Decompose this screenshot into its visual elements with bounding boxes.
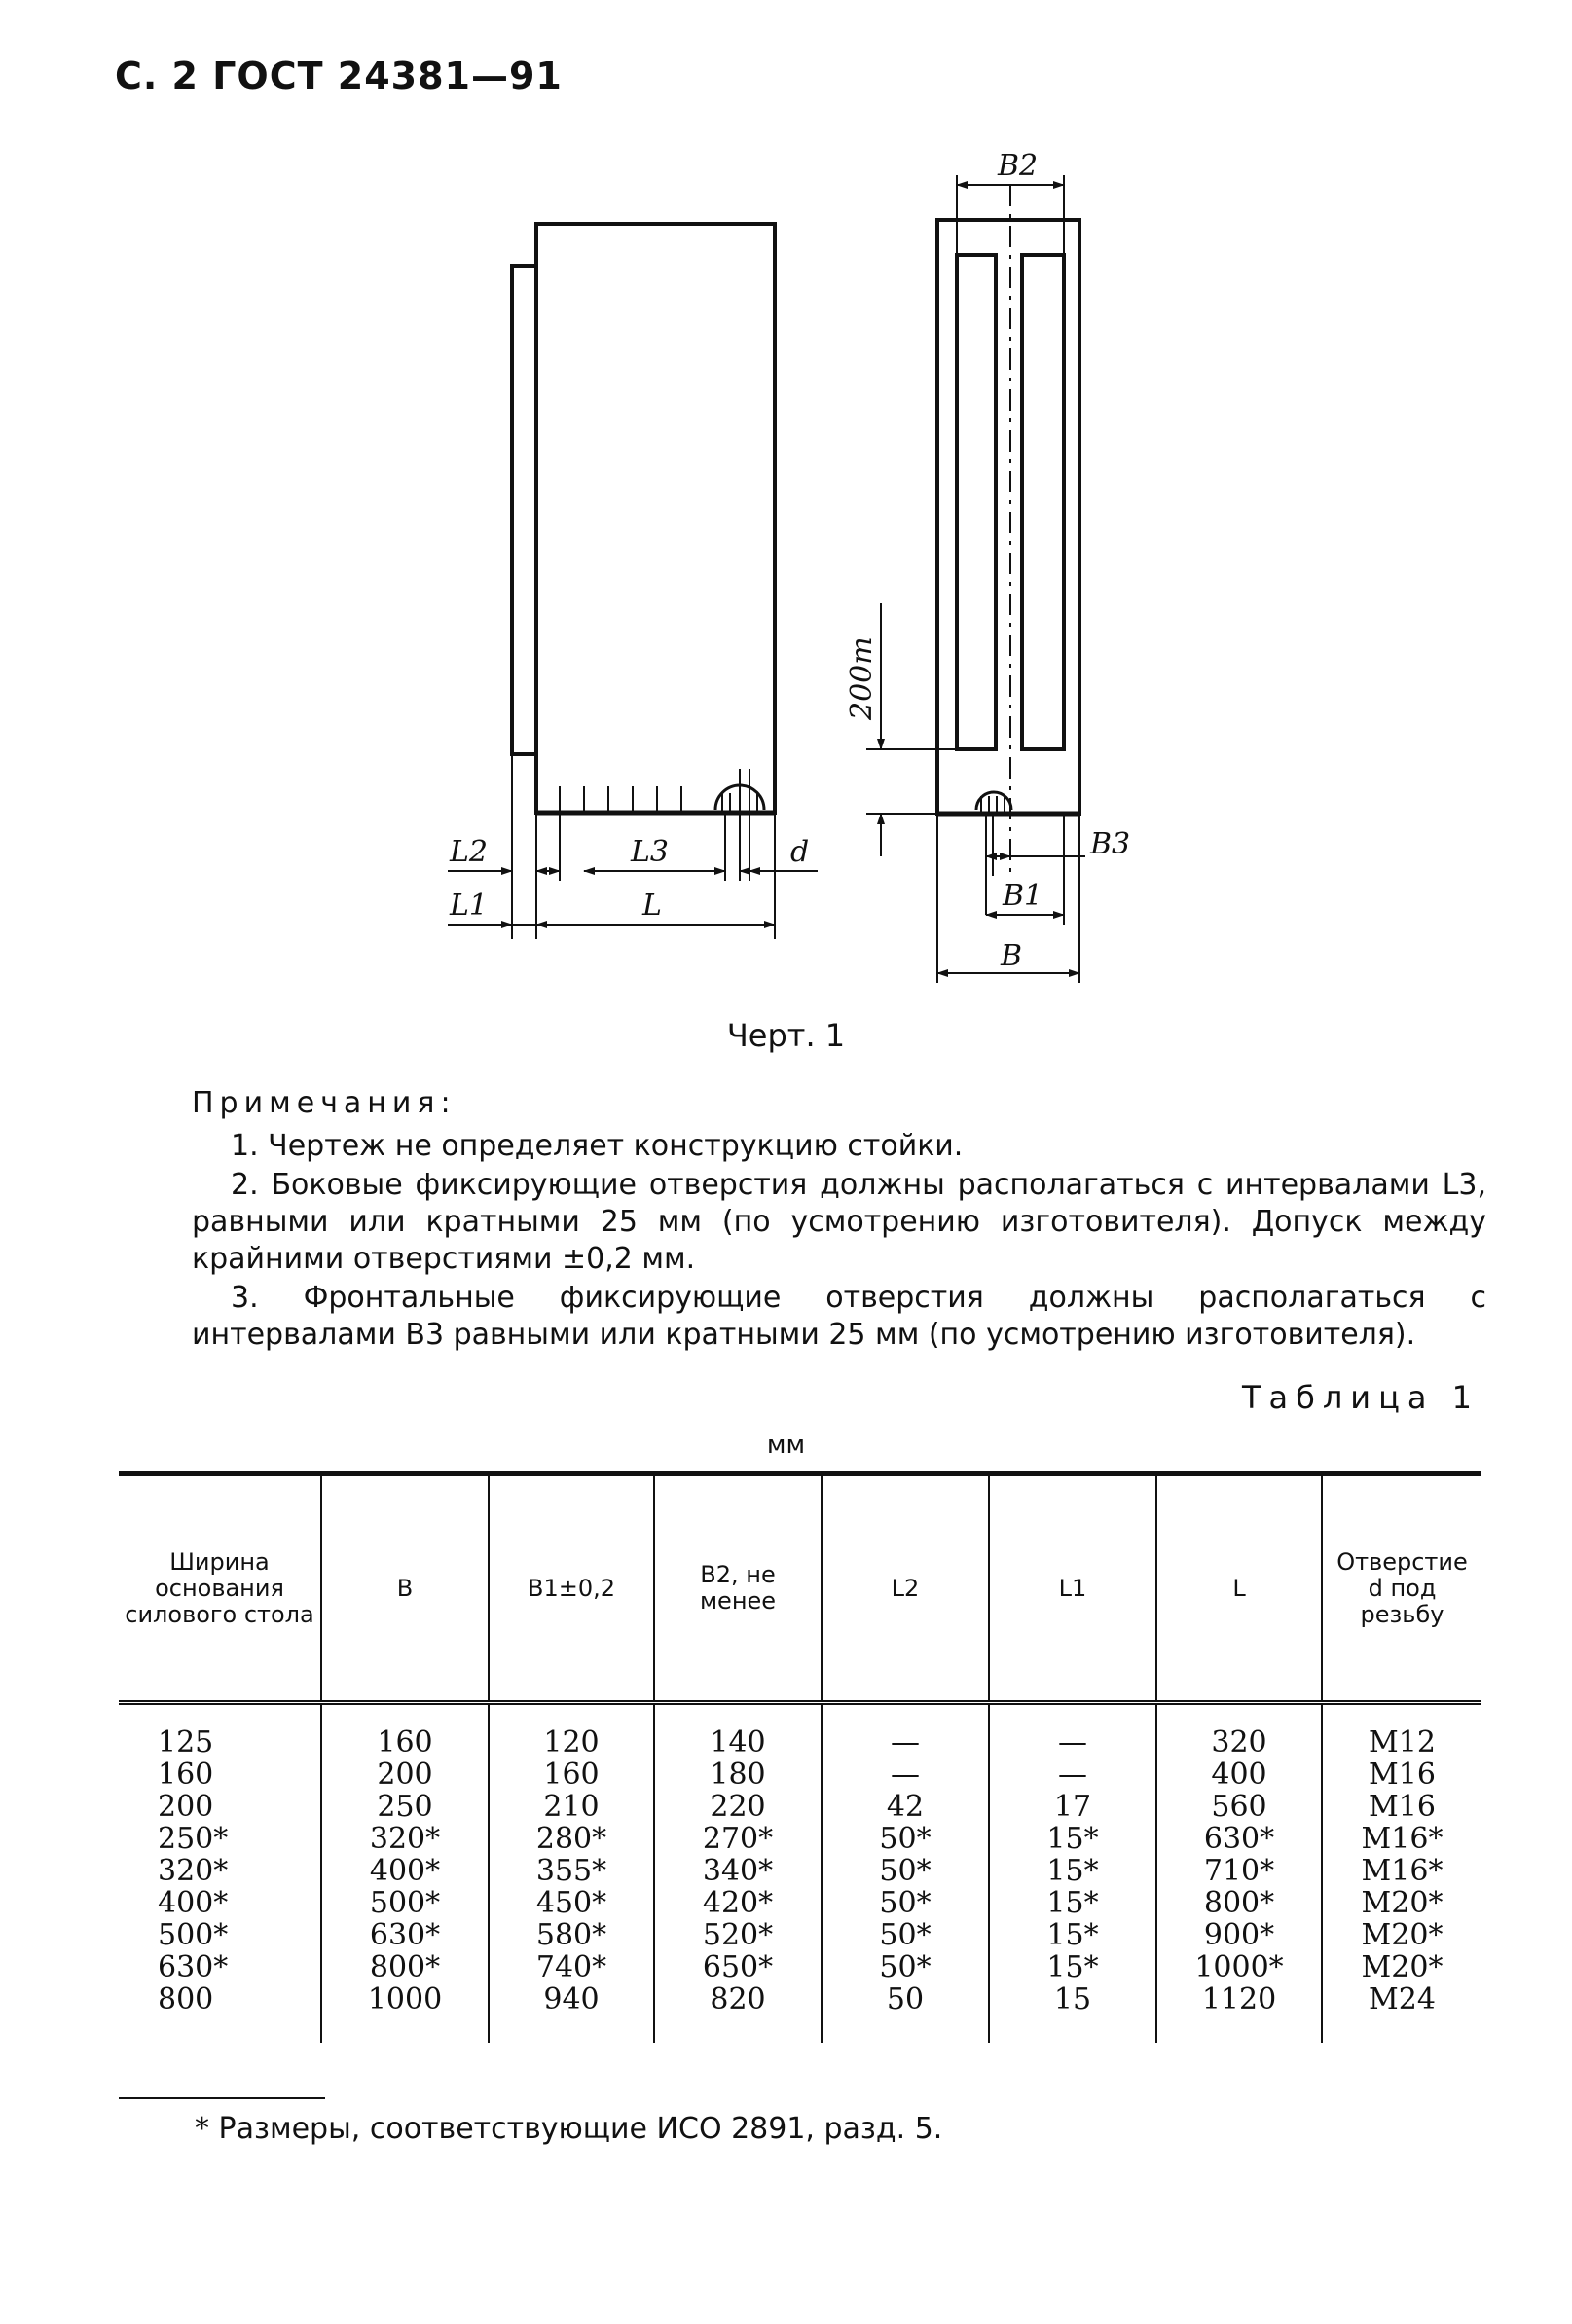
label-L2: L2	[450, 835, 489, 869]
notes-title: Примечания:	[192, 1086, 457, 1120]
side-view-body	[536, 224, 775, 813]
table-cell: M16*	[1322, 1823, 1481, 1855]
table-row	[119, 1703, 1481, 1760]
col-header: Отверстие d под резьбу	[1322, 1474, 1481, 1703]
table-cell: 160	[489, 1759, 654, 1791]
label-L3: L3	[631, 835, 670, 869]
table-cell: 50*	[822, 1855, 989, 1887]
table-cell: 200	[158, 1790, 214, 1824]
table-cell: 15*	[989, 1887, 1156, 1919]
table-cell: 580*	[489, 1919, 654, 1951]
table-cell: 15*	[989, 1823, 1156, 1855]
table-cell: 50*	[822, 1887, 989, 1919]
table-cell: 400	[1156, 1759, 1322, 1791]
note-2: 2. Боковые фиксирующие отверстия должны располагаться с интервалами L3, равными или кратными 25 мм (по усмотрению изготовителя). Допуск между крайними отверстиями ±0,2 мм.	[192, 1168, 1486, 1276]
table-cell: 50*	[822, 1823, 989, 1855]
table-cell: 250*	[158, 1822, 229, 1856]
col-header: L2	[822, 1474, 989, 1703]
table-cell: 630*	[321, 1919, 489, 1951]
page-header: С. 2 ГОСТ 24381—91	[115, 54, 563, 97]
table-cell: M16*	[1322, 1855, 1481, 1887]
col-header: B	[321, 1474, 489, 1703]
note-1: 1. Чертеж не определяет конструкцию стойки.	[231, 1129, 964, 1163]
table-cell: 340*	[654, 1855, 822, 1887]
table-cell: 500*	[321, 1887, 489, 1919]
table-cell: M16	[1322, 1791, 1481, 1823]
table-row	[119, 1887, 1481, 1919]
table-cell: 940	[489, 1983, 654, 2043]
table-cell: 630*	[1156, 1823, 1322, 1855]
table-cell: —	[989, 1759, 1156, 1791]
table-cell: 50	[822, 1983, 989, 2043]
table-cell: 800*	[1156, 1887, 1322, 1919]
table-row	[119, 1919, 1481, 1951]
table-cell: 15	[989, 1983, 1156, 2043]
table-row	[119, 1983, 1481, 2043]
table-cell: 280*	[489, 1823, 654, 1855]
table-cell: 140	[654, 1703, 822, 1760]
table-cell: 630*	[158, 1950, 229, 1984]
label-B: B	[1001, 939, 1023, 973]
table-cell: 220	[654, 1791, 822, 1823]
table-cell: 500*	[158, 1918, 229, 1952]
table-cell: 320*	[158, 1854, 229, 1888]
table-cell: M16	[1322, 1759, 1481, 1791]
table-cell: 180	[654, 1759, 822, 1791]
table-cell: 200	[321, 1759, 489, 1791]
table-cell: 15*	[989, 1951, 1156, 1983]
table-cell: 125	[158, 1725, 214, 1760]
technical-drawing	[0, 0, 1572, 1022]
label-L1: L1	[450, 889, 489, 923]
table-cell: 15*	[989, 1855, 1156, 1887]
table-cell: 420*	[654, 1887, 822, 1919]
table-cell: 320	[1156, 1703, 1322, 1760]
table-cell: 42	[822, 1791, 989, 1823]
table-cell: M12	[1322, 1703, 1481, 1760]
table-cell: 800	[158, 1982, 214, 2016]
side-view-flange	[512, 266, 536, 754]
label-L: L	[642, 889, 662, 923]
col-header: L1	[989, 1474, 1156, 1703]
footnote-divider	[119, 2097, 325, 2099]
col-header: L	[1156, 1474, 1322, 1703]
table-cell: M20*	[1322, 1887, 1481, 1919]
table-cell: 355*	[489, 1855, 654, 1887]
table-cell: M24	[1322, 1983, 1481, 2043]
table-cell: 710*	[1156, 1855, 1322, 1887]
table-row	[119, 1791, 1481, 1823]
table-units: мм	[766, 1431, 806, 1460]
table-cell: —	[822, 1703, 989, 1760]
table-cell: 820	[654, 1983, 822, 2043]
table-cell: M20*	[1322, 1951, 1481, 1983]
table-cell: 560	[1156, 1791, 1322, 1823]
table-cell: 17	[989, 1791, 1156, 1823]
label-d: d	[790, 835, 810, 869]
label-B2: B2	[998, 149, 1039, 183]
table-cell: 1000	[321, 1983, 489, 2043]
label-200m: 200m	[845, 636, 879, 720]
col-header: Ширина основания силового стола	[119, 1474, 321, 1703]
table-row	[119, 1823, 1481, 1855]
label-B1: B1	[1003, 879, 1043, 913]
table-cell: 400*	[158, 1886, 229, 1920]
dimensions-table	[119, 1471, 1481, 2043]
table-cell: 520*	[654, 1919, 822, 1951]
table-cell: 50*	[822, 1951, 989, 1983]
table-cell: 800*	[321, 1951, 489, 1983]
table-cell: 1000*	[1156, 1951, 1322, 1983]
table-cell: 450*	[489, 1887, 654, 1919]
col-header: B1±0,2	[489, 1474, 654, 1703]
table-cell: 160	[321, 1703, 489, 1760]
table-cell: 15*	[989, 1919, 1156, 1951]
table-header-row	[119, 1474, 1481, 1703]
table-cell: 900*	[1156, 1919, 1322, 1951]
table-cell: M20*	[1322, 1919, 1481, 1951]
table-cell: 1120	[1156, 1983, 1322, 2043]
note-3: 3. Фронтальные фиксирующие отверстия должны располагаться с интервалами B3 равными или кратными 25 мм (по усмотрению изготовителя).	[192, 1281, 1486, 1352]
table-cell: 210	[489, 1791, 654, 1823]
table-cell: 650*	[654, 1951, 822, 1983]
col-header: B2, не менее	[654, 1474, 822, 1703]
notes-block	[192, 1085, 1486, 1356]
table-cell: 120	[489, 1703, 654, 1760]
front-view-slot-right	[1022, 255, 1064, 749]
table-row	[119, 1855, 1481, 1887]
table-cell: 270*	[654, 1823, 822, 1855]
table-cell: 400*	[321, 1855, 489, 1887]
table-row	[119, 1759, 1481, 1791]
table-title: Таблица 1	[1241, 1379, 1480, 1416]
table-row	[119, 1951, 1481, 1983]
table-cell: 320*	[321, 1823, 489, 1855]
table-cell: 740*	[489, 1951, 654, 1983]
footnote: * Размеры, соответствующие ИСО 2891, разд. 5.	[195, 2112, 943, 2146]
table-cell: 160	[158, 1758, 214, 1792]
label-B3: B3	[1090, 827, 1131, 861]
table-cell: 50*	[822, 1919, 989, 1951]
table-cell: —	[989, 1703, 1156, 1760]
figure-caption: Черт. 1	[726, 1017, 846, 1054]
table-cell: 250	[321, 1791, 489, 1823]
front-view-slot-left	[957, 255, 996, 749]
table-cell: —	[822, 1759, 989, 1791]
